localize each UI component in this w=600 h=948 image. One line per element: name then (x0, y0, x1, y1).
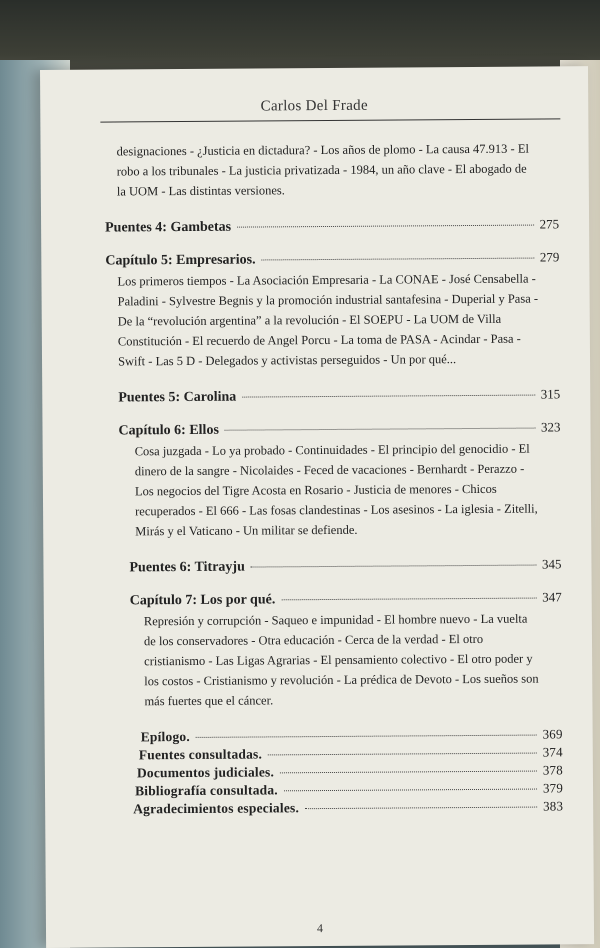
entry-title: Capítulo 7: Los por qué. (129, 592, 276, 609)
toc-entry-capitulo-5 (105, 249, 559, 269)
toc-entry-capitulo-6 (106, 419, 560, 439)
entry-page: 374 (542, 744, 563, 760)
leader-dots (237, 225, 533, 228)
back-matter (109, 726, 564, 817)
leader-dots (281, 598, 536, 601)
leader-dots (262, 258, 534, 261)
chapter-description: Represión y corrupción - Saqueo e impunidad - El hombre nuevo - La vuelta de los conservadores - Otra educación - Cerca de la verdad - El otro cristianismo - Las Ligas Agrarias - El pensamiento colectivo - El otro poder y los costos - Cristianismo y revolución - La prédica de Devoto - Los sueños son más fuertes que el cáncer. (143, 611, 539, 709)
toc-entry-agradecimientos (109, 798, 563, 817)
page-number: 4 (316, 921, 324, 936)
toc-entry-puentes-5 (106, 386, 560, 406)
chapter-description: Los primeros tiempos - La Asociación Empresaria - La CONAE - José Censabella - Paladini - Sylvestre Begnis y la promoción industrial santafesina - Duperial y Pasa - De la “revolución argentina” a la revolución - El SOEPU - La UOM de Villa Constitución - El recuerdo de Angel Porcu - La toma de PASA - Acindar - Pasa - Swift - Las 5 D - Delegados y activistas perseguidos - Un por qué... (117, 271, 539, 369)
leader-dots (225, 428, 535, 431)
entry-title: Capítulo 5: Empresarios. (105, 252, 256, 269)
entry-title: Puentes 6: Titrayju (129, 559, 245, 576)
entry-page: 383 (542, 798, 564, 814)
leader-dots (284, 789, 537, 792)
leader-dots (280, 771, 537, 774)
entry-title: Documentos judiciales. (136, 764, 275, 781)
entry-title: Capítulo 6: Ellos (118, 422, 219, 439)
entry-page: 369 (542, 726, 563, 742)
leader-dots (268, 753, 537, 756)
entry-title: Puentes 4: Gambetas (105, 219, 232, 236)
leader-dots (305, 807, 537, 810)
entry-page: 345 (541, 556, 562, 572)
toc-entry-bibliografia (109, 780, 563, 799)
toc-entry-epilogo (109, 726, 563, 745)
entry-title: Puentes 5: Carolina (118, 389, 237, 406)
entry-page: 279 (539, 249, 560, 265)
toc-entry-fuentes (109, 744, 563, 763)
toc-entry-documentos (109, 762, 563, 781)
header-rule (100, 118, 560, 122)
leader-dots (251, 565, 536, 568)
entry-page: 323 (540, 419, 561, 435)
toc-entry-capitulo-7 (108, 589, 562, 609)
leader-dots (242, 395, 535, 398)
toc-entry-puentes-4 (105, 216, 559, 236)
chapter-description: Cosa juzgada - Lo ya probado - Continuidades - El principio del genocidio - El dinero de la sangre - Nicolaides - Feced de vacaciones - Bernhardt - Perazzo - Los negocios del Tigre Acosta en Rosario - Justicia de menores - Chicos recuperados - El 666 - Las fosas clandestinas - Los asesinos - La iglesia - Zitelli, Mirás y el Vaticano - Un militar se defiende. (134, 441, 538, 539)
entry-title: Fuentes consultadas. (138, 746, 263, 763)
leader-dots (196, 735, 537, 738)
book-page (40, 66, 594, 948)
entry-title: Epílogo. (140, 728, 190, 745)
entry-page: 315 (540, 386, 561, 402)
continued-description: designaciones - ¿Justicia en dictadura? - Los años de plomo - La causa 47.913 - El robo a los tribunales - La justicia privatizada - 1984, un año clave - El abogado de la UOM - Las distintas versiones. (116, 141, 529, 199)
entry-page: 275 (539, 216, 560, 232)
entry-page: 379 (542, 780, 564, 796)
running-header: Carlos Del Frade (260, 97, 368, 115)
entry-page: 378 (542, 762, 563, 778)
table-of-contents (105, 138, 564, 817)
entry-title: Bibliografía consultada. (134, 782, 278, 799)
entry-page: 347 (542, 589, 562, 605)
entry-title: Agradecimientos especiales. (133, 800, 300, 817)
toc-entry-puentes-6 (107, 556, 561, 576)
